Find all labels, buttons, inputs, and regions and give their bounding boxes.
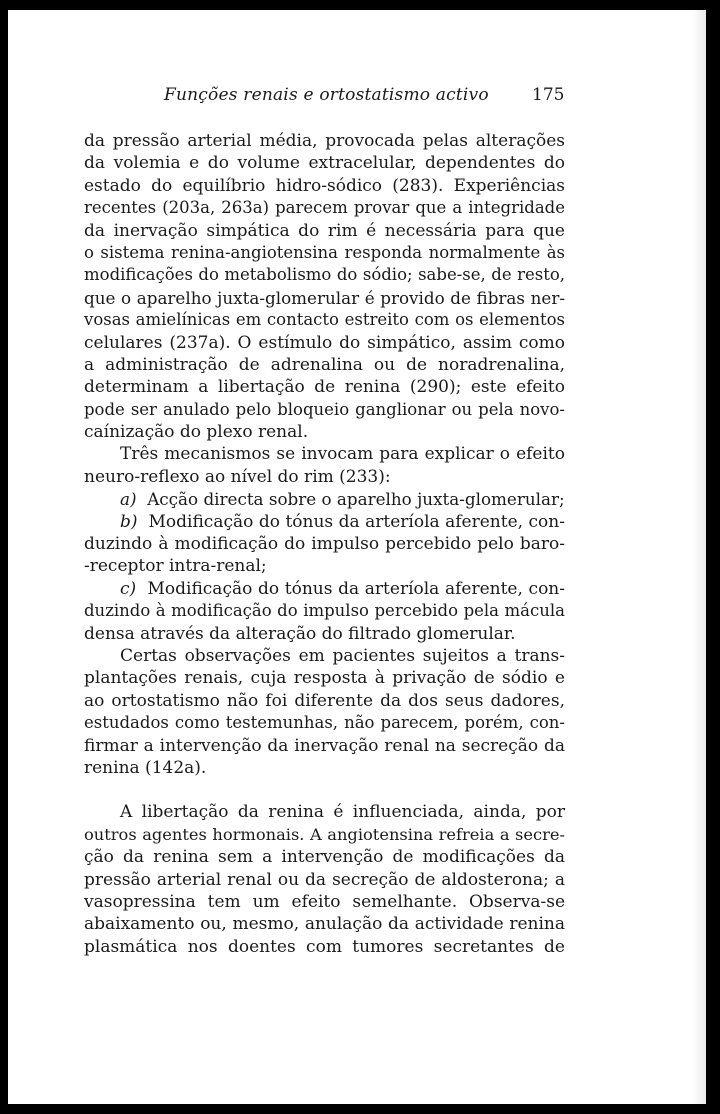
page-edge-shadow: [692, 10, 706, 1104]
list-item-line: [84, 511, 565, 533]
text-line: celulares (237a). O estímulo do simpático, assim como: [84, 332, 565, 353]
paragraph-4: [84, 801, 565, 958]
text-line: recentes (203a, 263a) parecem provar que a integridade: [84, 198, 565, 218]
text-line: da inervação simpática do rim é necessária para que: [84, 220, 565, 241]
list-item-b: [84, 511, 565, 578]
list-item-text: Modificação do tónus da arteríola aferente, con-: [147, 578, 565, 599]
book-page: [8, 10, 706, 1104]
text-line: da pressão arterial média, provocada pelas alterações: [84, 131, 565, 151]
text-line: ao ortostatismo não foi diferente da dos seus dadores,: [84, 690, 565, 711]
text-line: modificações do metabolismo do sódio; sabe-se, de resto,: [84, 265, 565, 285]
list-item-a: [84, 488, 565, 510]
page-number: 175: [532, 85, 565, 105]
list-marker-b: b): [120, 511, 138, 532]
list-item-text: Modificação do tónus da arteríola aferente, con-: [148, 511, 565, 532]
text-line: pressão arterial renal ou da secreção de aldosterona; a: [84, 869, 565, 890]
text-line: duzindo à modificação do impulso percebido pela mácula: [84, 601, 565, 621]
list-marker-c: c): [120, 578, 137, 599]
text-line: estado do equilíbrio hidro-sódico (283). Experiências: [84, 175, 565, 196]
text-line: vosas amielínicas em contacto estreito com os elementos: [84, 310, 565, 330]
paragraph-1: [84, 130, 565, 443]
list-marker-a: a): [120, 489, 137, 510]
text-line: o sistema renina-angiotensina responda normalmente às: [84, 242, 565, 262]
text-line: ção da renina sem a intervenção de modificações da: [84, 847, 565, 868]
text-line: plasmática nos doentes com tumores secretantes de: [84, 936, 565, 957]
text-line: plantações renais, cuja resposta à privação de sódio e: [84, 668, 565, 689]
text-line: Três mecanismos se invocam para explicar o efeito: [120, 444, 565, 465]
text-line: determinam a libertação de renina (290); este efeito: [84, 377, 565, 398]
paragraph-3: [84, 645, 565, 779]
text-line: renina (142a).: [84, 757, 207, 778]
text-line: que o aparelho juxta-glomerular é provido de fibras ner-: [84, 287, 565, 308]
text-line: estudados como testemunhas, não parecem, porém, con-: [84, 713, 565, 733]
text-line: caínização do plexo renal.: [84, 422, 309, 443]
text-line: duzindo à modificação do impulso percebido pelo baro-: [84, 534, 565, 555]
paragraph-gap: [84, 779, 565, 801]
text-line: Certas observações em pacientes sujeitos a trans-: [120, 645, 565, 666]
text-line: -receptor intra-renal;: [84, 556, 267, 577]
list-item-line: [84, 488, 565, 510]
page-header: [8, 85, 706, 115]
text-line: vasopressina tem um efeito semelhante. Observa-se: [84, 891, 565, 912]
text-line: da volemia e do volume extracelular, dependentes do: [84, 153, 565, 174]
paragraph-2: [84, 443, 565, 488]
running-title: Funções renais e ortostatismo activo: [164, 85, 489, 105]
list-item-c: [84, 578, 565, 645]
text-line: firmar a intervenção da inervação renal na secreção da: [84, 735, 565, 756]
text-line: A libertação da renina é influenciada, ainda, por: [120, 802, 565, 823]
text-line: densa através da alteração do filtrado glomerular.: [84, 623, 516, 644]
text-line: abaixamento ou, mesmo, anulação da actividade renina: [84, 914, 565, 935]
body-text: [84, 130, 565, 958]
list-item-text: Acção directa sobre o aparelho juxta-glomerular;: [147, 489, 565, 510]
text-line: pode ser anulado pelo bloqueio ganglionar ou pela novo-: [84, 399, 565, 419]
text-line: neuro-reflexo ao nível do rim (233):: [84, 466, 391, 487]
list-item-line: [84, 578, 565, 600]
text-line: a administração de adrenalina ou de noradrenalina,: [84, 354, 565, 375]
text-line: outros agentes hormonais. A angiotensina refreia a secre-: [84, 824, 565, 844]
